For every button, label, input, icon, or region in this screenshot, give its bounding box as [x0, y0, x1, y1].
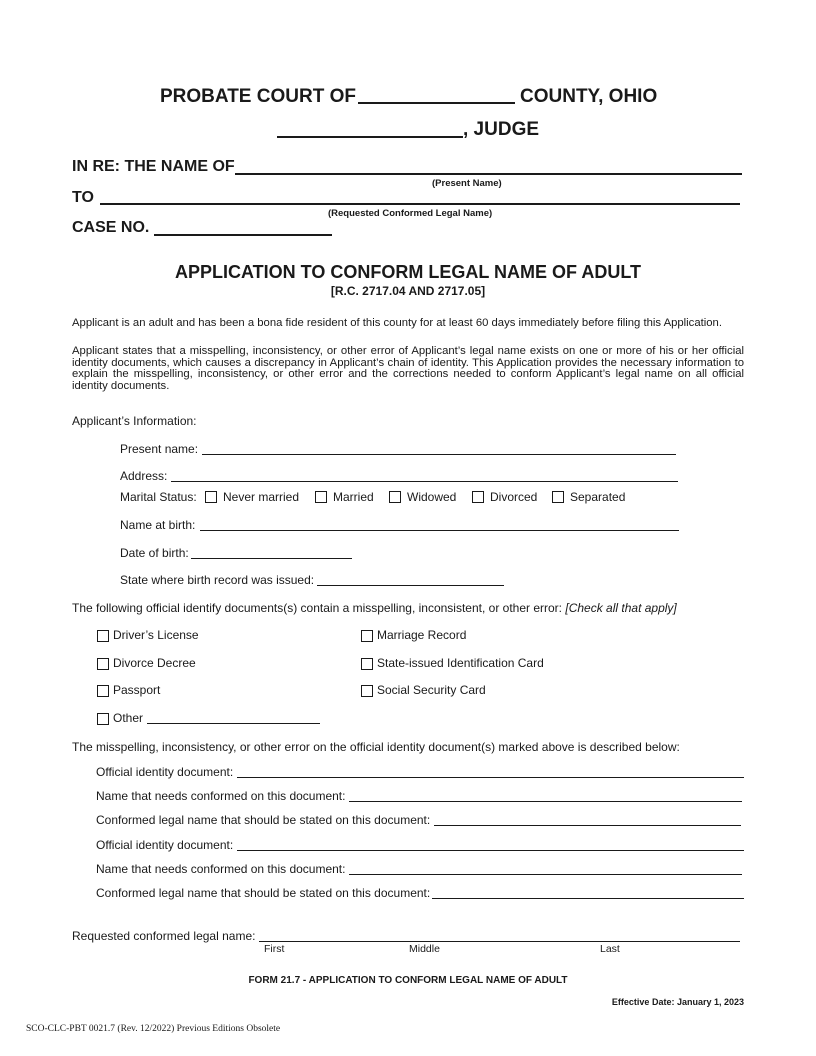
divorced-label: Divorced — [490, 490, 538, 504]
birth-state-input[interactable] — [317, 585, 504, 586]
other-checkbox[interactable] — [97, 713, 109, 725]
case-no-field[interactable] — [154, 234, 332, 236]
case-no-label: CASE NO. — [72, 219, 150, 236]
dob-input[interactable] — [191, 558, 352, 559]
requested-name-input[interactable] — [259, 941, 740, 942]
error-statement: Applicant states that a misspelling, inconsistency, or other error of Applicant’s legal name exists on one or more of his or her official identity documents, which causes a discrepancy in Applicant’s chain of identity. This Application provides the necessary information to explain the misspelling, inconsistency, or other error and the corrections needed to conform Applicant’s legal name on all official identity documents. — [72, 345, 744, 392]
judge-field[interactable] — [277, 136, 463, 138]
court-prefix: PROBATE COURT OF — [160, 86, 356, 107]
state-id-label: State-issued Identification Card — [377, 656, 544, 670]
doc2-input[interactable] — [237, 850, 744, 851]
name-at-birth-input[interactable] — [200, 530, 679, 531]
separated-label: Separated — [570, 490, 626, 504]
divorce-decree-label: Divorce Decree — [113, 656, 196, 670]
married-checkbox[interactable] — [315, 491, 327, 503]
documents-instruction: [Check all that apply] — [565, 601, 677, 615]
effective-date: Effective Date: January 1, 2023 — [611, 997, 744, 1007]
applicant-info-label: Applicant’s Information: — [72, 414, 197, 428]
county-field[interactable] — [358, 102, 515, 104]
to-label: TO — [72, 189, 94, 206]
requested-name-field[interactable] — [100, 203, 740, 205]
dob-label: Date of birth: — [120, 546, 189, 560]
last-caption: Last — [600, 943, 620, 955]
conformed2-label: Conformed legal name that should be stated on this document: — [96, 886, 431, 900]
address-input[interactable] — [171, 481, 678, 482]
state-id-checkbox[interactable] — [361, 658, 373, 670]
passport-label: Passport — [113, 683, 161, 697]
doc2-label: Official identity document: — [96, 838, 234, 852]
in-re-label: IN RE: THE NAME OF — [72, 158, 235, 175]
needs1-label: Name that needs conformed on this document: — [96, 789, 346, 803]
drivers-license-label: Driver’s License — [113, 628, 199, 642]
needs2-label: Name that needs conformed on this document: — [96, 862, 346, 876]
address-label: Address: — [120, 469, 168, 483]
footer-form-title: FORM 21.7 - APPLICATION TO CONFORM LEGAL NAME OF ADULT — [248, 975, 568, 986]
separated-checkbox[interactable] — [552, 491, 564, 503]
conformed1-input[interactable] — [434, 825, 741, 826]
present-name-input[interactable] — [202, 454, 676, 455]
middle-caption: Middle — [409, 943, 440, 955]
divorced-checkbox[interactable] — [472, 491, 484, 503]
first-caption: First — [264, 943, 285, 955]
social-security-label: Social Security Card — [377, 683, 486, 697]
requested-name-label: Requested conformed legal name: — [72, 929, 256, 943]
documents-intro: The following official identify documents(s) contain a misspelling, inconsistent, or other error: [Check all that apply] — [72, 601, 677, 615]
conformed1-label: Conformed legal name that should be stated on this document: — [96, 813, 431, 827]
marriage-record-checkbox[interactable] — [361, 630, 373, 642]
married-label: Married — [333, 490, 374, 504]
widowed-checkbox[interactable] — [389, 491, 401, 503]
errors-intro: The misspelling, inconsistency, or other error on the official identity document(s) marked above is described below: — [72, 740, 680, 754]
other-input[interactable] — [147, 723, 320, 724]
social-security-checkbox[interactable] — [361, 685, 373, 697]
doc1-input[interactable] — [237, 777, 744, 778]
drivers-license-checkbox[interactable] — [97, 630, 109, 642]
present-name-label: Present name: — [120, 442, 199, 456]
court-suffix: COUNTY, OHIO — [520, 86, 658, 107]
birth-state-label: State where birth record was issued: — [120, 573, 315, 587]
never-married-checkbox[interactable] — [205, 491, 217, 503]
form-code: SCO-CLC-PBT 0021.7 (Rev. 12/2022) Previous Editions Obsolete — [26, 1024, 281, 1034]
doc1-label: Official identity document: — [96, 765, 234, 779]
marital-status-label: Marital Status: — [120, 490, 197, 504]
form-title: APPLICATION TO CONFORM LEGAL NAME OF ADULT — [175, 262, 641, 282]
passport-checkbox[interactable] — [97, 685, 109, 697]
marriage-record-label: Marriage Record — [377, 628, 467, 642]
conformed2-input[interactable] — [432, 898, 744, 899]
residency-statement: Applicant is an adult and has been a bona fide resident of this county for at least 60 days immediately before filing this Application. — [72, 317, 722, 329]
present-name-field[interactable] — [235, 173, 742, 175]
name-at-birth-label: Name at birth: — [120, 518, 196, 532]
never-married-label: Never married — [223, 490, 300, 504]
divorce-decree-checkbox[interactable] — [97, 658, 109, 670]
other-label: Other — [113, 711, 144, 725]
present-name-caption: (Present Name) — [432, 178, 502, 189]
requested-name-caption: (Requested Conformed Legal Name) — [328, 208, 493, 219]
widowed-label: Widowed — [407, 490, 457, 504]
judge-suffix: , JUDGE — [463, 119, 540, 140]
needs2-input[interactable] — [349, 874, 742, 875]
needs1-input[interactable] — [349, 801, 742, 802]
statute-reference: [R.C. 2717.04 AND 2717.05] — [330, 284, 486, 298]
